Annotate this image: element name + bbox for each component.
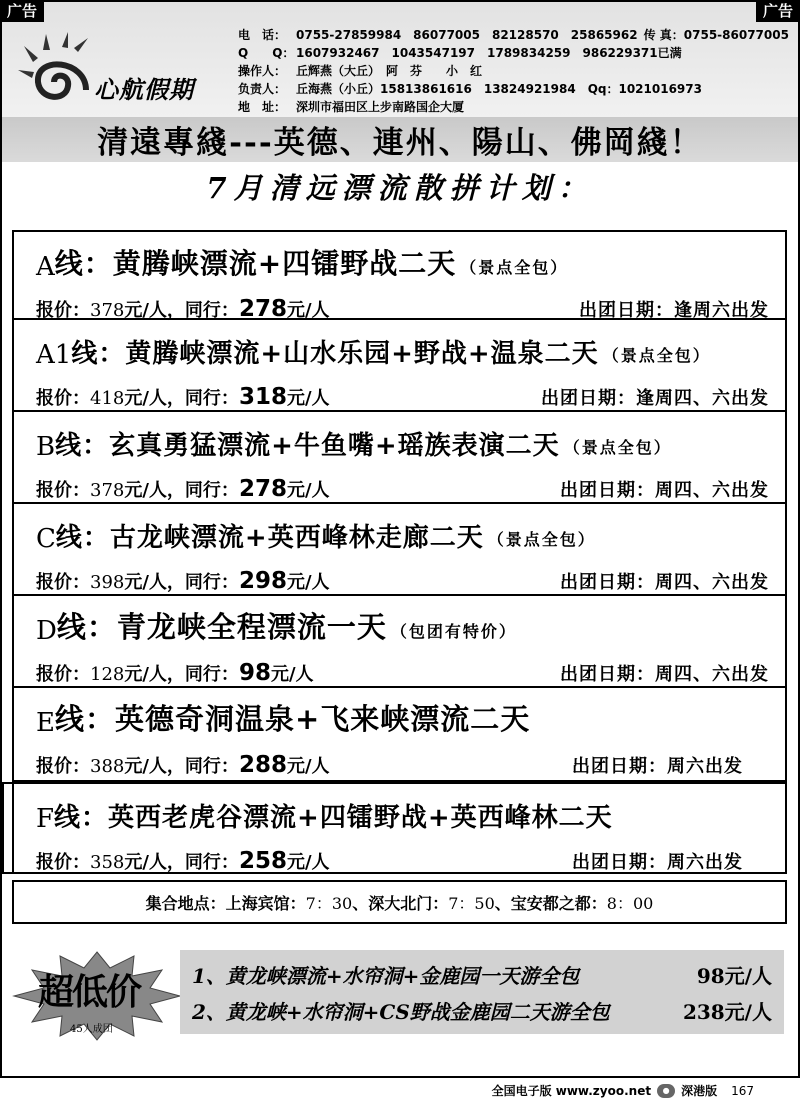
route-note: （景点全包）	[602, 346, 711, 365]
deal-item	[192, 956, 772, 992]
price-unit: 元/人，同行：	[124, 572, 239, 593]
peer-price: 318	[238, 384, 287, 410]
contact-operator-row	[238, 62, 794, 80]
route-a1	[14, 320, 785, 412]
price-label: 报价：	[36, 756, 90, 777]
route-title: 线：英德奇洞温泉+飞来峡漂流二天	[54, 702, 531, 736]
footer	[492, 1082, 754, 1099]
price-label: 报价：	[36, 388, 90, 409]
operator-label: 操作人：	[238, 64, 287, 78]
route-title: 线：英西老虎谷漂流+四镭野战+英西峰林二天	[54, 803, 613, 833]
route-code: F	[36, 804, 55, 834]
price-label: 报价：	[36, 300, 90, 321]
price-unit: 元/人，同行：	[124, 756, 239, 777]
deal-text: 1、黄龙峡漂流+水帘洞+金鹿园一天游全包	[192, 963, 580, 988]
route-code: C	[36, 524, 56, 554]
peer-unit: 元/人	[286, 480, 330, 501]
route-c	[14, 504, 785, 596]
fax-value: 0755-86077005	[683, 28, 789, 42]
meeting-time-2: 7：50	[448, 893, 495, 913]
contact-phone-row	[238, 26, 794, 44]
route-note: （景点全包）	[563, 438, 672, 457]
route-note: （包团有特价）	[390, 622, 517, 641]
peer-unit: 元/人	[286, 756, 330, 777]
price-value: 378	[90, 480, 125, 501]
routes-table	[12, 230, 787, 874]
depart-schedule: 出团日期：逢周四、六出发	[541, 388, 769, 409]
price-value: 128	[90, 664, 125, 685]
peer-price: 278	[238, 476, 287, 502]
depart-schedule: 出团日期：逢周六出发	[579, 300, 769, 321]
peer-unit: 元/人	[286, 388, 330, 409]
manager-label: 负责人：	[238, 82, 287, 96]
manager-value: 丘海燕（小丘）15813861616 13824921984 Qq：1021016973	[296, 82, 702, 96]
route-d	[14, 596, 785, 688]
peer-unit: 元/人	[286, 300, 330, 321]
meeting-time-1: 7：30	[305, 893, 353, 913]
price-unit: 元/人，同行：	[124, 480, 239, 501]
peer-unit: 元/人	[286, 572, 330, 593]
price-unit: 元/人，同行：	[124, 852, 239, 873]
peer-price: 288	[238, 752, 287, 778]
promo-burst-subtext: 45人成团	[70, 1024, 113, 1035]
route-title: 线：古龙峡漂流+英西峰林走廊二天	[55, 523, 484, 553]
route-code: A	[36, 252, 55, 282]
route-b	[14, 412, 785, 504]
route-title: 线：玄真勇猛漂流+牛鱼嘴+瑶族表演二天	[55, 431, 560, 461]
qq-label: Q Q：	[238, 46, 295, 60]
route-code: D	[36, 616, 57, 646]
address-label: 地 址：	[238, 100, 287, 114]
headline: 清遠專綫---英德、連州、陽山、佛岡綫！	[97, 125, 703, 161]
contact-address-row	[238, 98, 794, 116]
peer-price: 298	[238, 568, 287, 594]
contact-manager-row	[238, 80, 794, 98]
headline-band	[2, 117, 798, 162]
deal-price: 98元/人	[696, 963, 772, 988]
price-label: 报价：	[36, 480, 90, 501]
price-label: 报价：	[36, 572, 90, 593]
price-unit: 元/人，同行：	[124, 300, 239, 321]
depart-schedule: 出团日期：周六出发	[572, 756, 743, 777]
price-value: 358	[90, 852, 125, 873]
qq-value: 1607932467 1043547197 1789834259 986229371已满	[296, 46, 682, 60]
price-label: 报价：	[36, 664, 90, 685]
depart-schedule: 出团日期：周四、六出发	[560, 480, 769, 501]
meeting-points	[12, 880, 787, 924]
header	[2, 2, 798, 117]
route-note: （景点全包）	[460, 258, 569, 277]
price-label: 报价：	[36, 852, 90, 873]
peer-price: 98	[238, 660, 271, 686]
price-unit: 元/人，同行：	[124, 388, 239, 409]
brand-name: 心航假期	[94, 75, 194, 104]
page-number: 167	[731, 1083, 754, 1098]
phone-label: 电 话：	[238, 28, 287, 42]
peer-price: 278	[238, 296, 287, 322]
price-value: 378	[90, 300, 125, 321]
route-title: 线：青龙峡全程漂流一天	[56, 610, 387, 644]
route-f	[2, 782, 787, 874]
publisher-badge-icon: ●	[657, 1084, 675, 1098]
route-title: 线：黄腾峡漂流+四镭野战二天	[54, 247, 457, 280]
price-value: 398	[90, 572, 125, 593]
depart-schedule: 出团日期：周四、六出发	[560, 572, 769, 593]
operator-value: 丘辉燕（大丘） 阿 芬 小 红	[296, 64, 483, 78]
edition-link[interactable]: 全国电子版 www.zyoo.net	[491, 1084, 652, 1098]
peer-unit: 元/人	[270, 664, 314, 685]
depart-schedule: 出团日期：周六出发	[572, 852, 743, 873]
deal-price: 238元/人	[682, 999, 772, 1024]
route-code: E	[36, 708, 55, 738]
peer-price: 258	[238, 848, 287, 874]
deal-text: 2、黄龙峡+水帘洞+CS野战金鹿园二天游全包	[192, 999, 610, 1024]
price-value: 388	[90, 756, 125, 777]
depart-schedule: 出团日期：周四、六出发	[560, 664, 769, 685]
fax-label: 传 真：	[643, 28, 684, 42]
contact-info	[238, 26, 794, 116]
meeting-place-1: 上海宾馆：	[225, 893, 306, 913]
route-code: B	[36, 432, 56, 462]
region-label: 深港版	[681, 1084, 718, 1098]
deal-item	[192, 992, 772, 1028]
route-note: （景点全包）	[487, 530, 596, 549]
route-e	[14, 688, 785, 782]
promo-section	[12, 950, 787, 1042]
phone-value: 0755-27859984 86077005 82128570 25865962	[296, 28, 638, 42]
meeting-label: 集合地点：	[145, 893, 226, 913]
meeting-time-3: 8：00	[606, 893, 654, 913]
subtitle: 7月清远漂流散拼计划：	[206, 171, 594, 205]
deal-list	[180, 950, 784, 1034]
route-code: A1	[36, 340, 72, 370]
route-title: 线：黄腾峡漂流+山水乐园+野战+温泉二天	[71, 339, 599, 369]
promo-burst-text: 超低价	[38, 971, 141, 1013]
ad-label-left: 广告	[0, 0, 44, 22]
ad-label-right: 广告	[756, 0, 800, 22]
route-a	[14, 232, 785, 320]
peer-unit: 元/人	[286, 852, 330, 873]
meeting-place-2: 、深大北门：	[352, 893, 449, 913]
address-value: 深圳市福田区上步南路国企大厦	[296, 100, 465, 114]
price-unit: 元/人，同行：	[124, 664, 239, 685]
contact-qq-row	[238, 44, 794, 62]
price-value: 418	[90, 388, 125, 409]
meeting-place-3: 、宝安都之都：	[494, 893, 607, 913]
